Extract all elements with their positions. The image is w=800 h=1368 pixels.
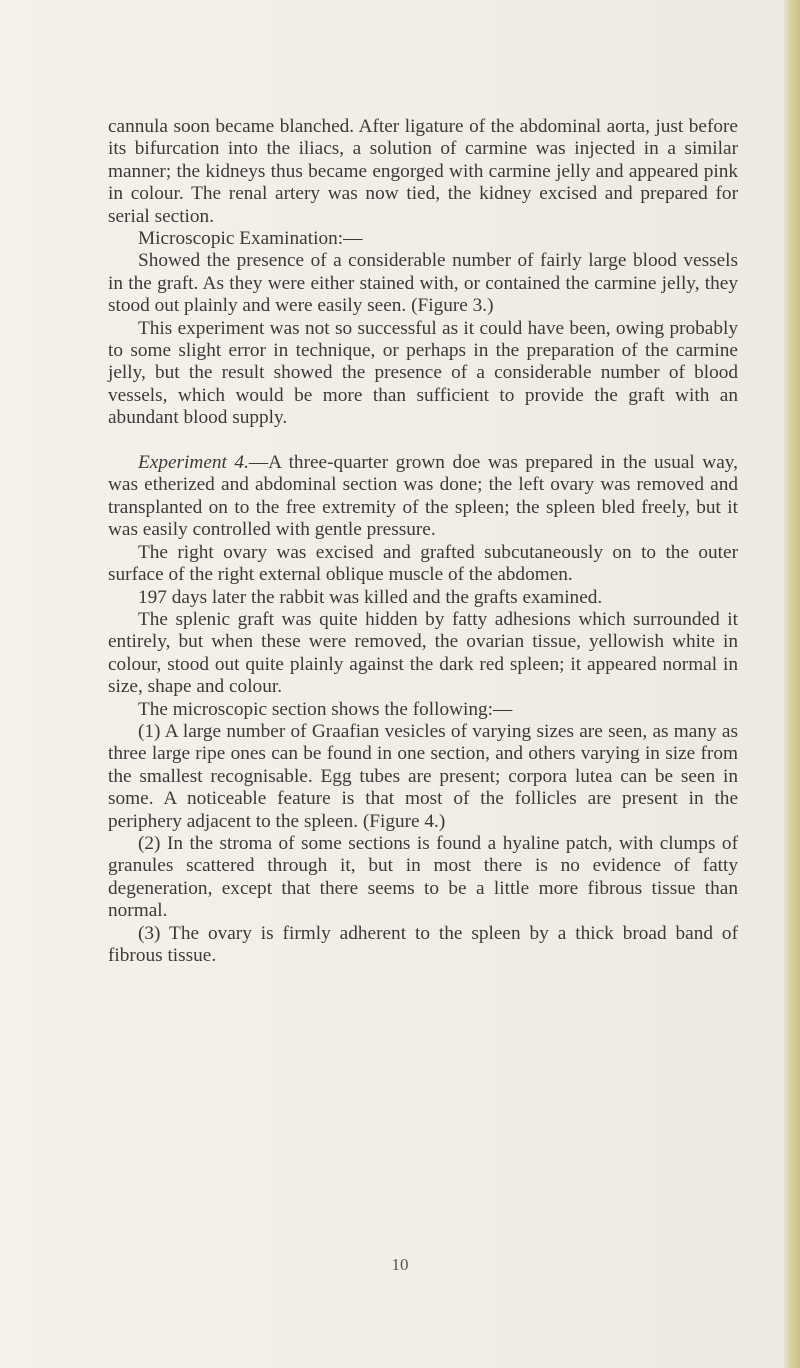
paragraph-right-ovary: The right ovary was excised and grafted subcutaneously on to the outer surface of the right external oblique muscle of the abdomen.: [108, 541, 738, 586]
body-text: [108, 116, 738, 967]
list-item-2: (2) In the stroma of some sections is found a hyaline patch, with clumps of granules scattered through it, but in most there is no evidence of fatty degeneration, except that there seems to be a little more fibrous tissue than normal.: [108, 832, 738, 922]
paragraph-experiment-4: [108, 452, 738, 542]
paragraph-blood-vessels: Showed the presence of a considerable number of fairly large blood vessels in the graft. As they were either stained with, or contained the carmine jelly, they stood out plainly and were easily seen. (Figure 3.): [108, 250, 738, 317]
heading-microscopic-examination: Microscopic Examination:—: [138, 228, 363, 250]
experiment-4-text: —A three-quarter grown doe was prepared in the usual way, was etherized and abdominal section was done; the left ovary was removed and transplanted on to the free extremity of the spleen; the spleen bled freely, but it was easily controlled with gentle pressure.: [108, 452, 738, 541]
list-item-1: (1) A large number of Graafian vesicles of varying sizes are seen, as many as three large ripe ones can be found in one section, and others varying in size from the smallest recognisable. Egg tubes are present; corpora lutea can be seen in some. A noticeable feature is that most of the follicles are present in the periphery adjacent to the spleen. (Figure 4.): [108, 720, 738, 832]
experiment-4-label: Experiment 4.: [138, 452, 249, 474]
paragraph-experiment-result: This experiment was not so successful as it could have been, owing probably to some slight error in technique, or perhaps in the preparation of the carmine jelly, but the result showed the presence of a considerable number of blood vessels, which would be more than sufficient to provide the graft with an abundant blood supply.: [108, 317, 738, 429]
page-number: 10: [391, 1255, 409, 1274]
paragraph-splenic-graft: The splenic graft was quite hidden by fatty adhesions which surrounded it entirely, but when these were removed, the ovarian tissue, yellowish white in colour, stood out quite plainly against the dark red spleen; it appeared normal in size, shape and colour.: [108, 608, 738, 698]
list-item-3: (3) The ovary is firmly adherent to the spleen by a thick broad band of fibrous tissue.: [108, 922, 738, 967]
paragraph-microscopic-section: The microscopic section shows the following:—: [138, 698, 513, 720]
paragraph-cannula: cannula soon became blanched. After ligature of the abdominal aorta, just before its bifurcation into the iliacs, a solution of carmine was injected in a similar manner; the kidneys thus became engorged with carmine jelly and appeared pink in colour. The renal artery was now tied, the kidney excised and prepared for serial section.: [108, 116, 738, 227]
paragraph-197-days: 197 days later the rabbit was killed and the grafts examined.: [138, 586, 603, 608]
page-edge-shading: [784, 0, 800, 1368]
